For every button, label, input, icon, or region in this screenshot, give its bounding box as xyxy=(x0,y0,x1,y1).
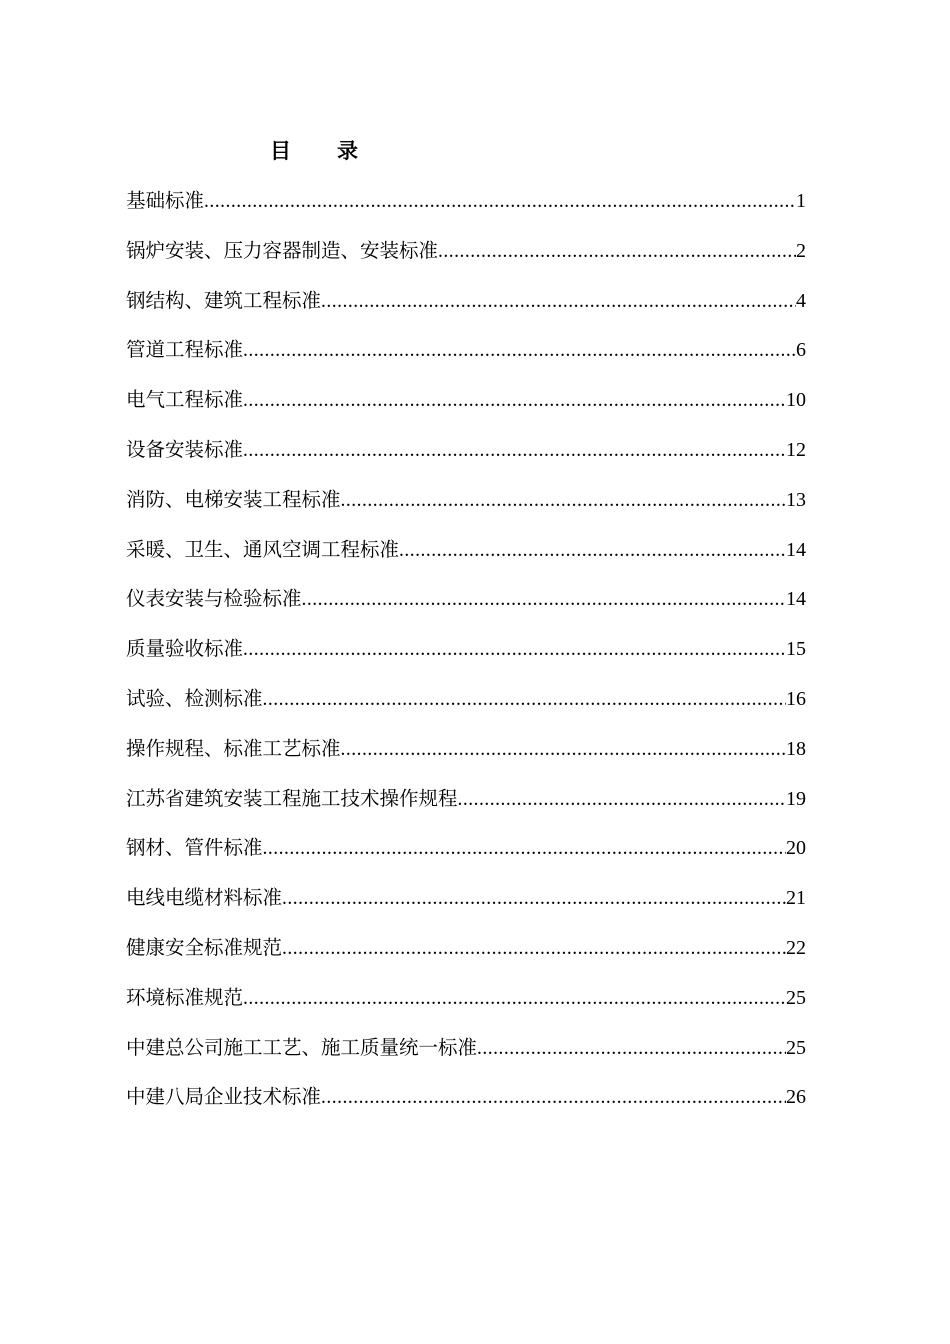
toc-entry-page: 19 xyxy=(786,787,806,810)
toc-entry-label: 钢材、管件标准 xyxy=(126,836,263,860)
toc-entry-label: 管道工程标准 xyxy=(126,338,244,362)
toc-entry-page: 4 xyxy=(796,289,806,312)
toc-entry-label: 江苏省建筑安装工程施工技术操作规程 xyxy=(126,786,458,810)
toc-entry-page: 20 xyxy=(786,837,806,860)
toc-entry[interactable] xyxy=(126,385,806,435)
toc-entry[interactable] xyxy=(126,684,806,734)
toc-entry-page: 12 xyxy=(786,438,806,461)
toc-entry-label: 设备安装标准 xyxy=(126,437,244,461)
toc-leader-dots xyxy=(341,735,786,765)
toc-entry[interactable] xyxy=(126,983,806,1033)
toc-leader-dots xyxy=(243,635,786,665)
toc-entry[interactable] xyxy=(126,1033,806,1083)
toc-entry[interactable] xyxy=(126,186,806,236)
toc-entry-page: 15 xyxy=(786,638,806,661)
toc-entry-page: 16 xyxy=(786,687,806,710)
toc-entry-page: 6 xyxy=(796,339,806,362)
toc-leader-dots xyxy=(263,685,786,715)
toc-entry-label: 环境标准规范 xyxy=(126,985,244,1009)
toc-leader-dots xyxy=(321,1083,786,1113)
toc-leader-dots xyxy=(243,436,786,466)
toc-leader-dots xyxy=(341,486,786,516)
toc-leader-dots xyxy=(263,834,786,864)
toc-entry-page: 1 xyxy=(796,190,806,212)
toc-entry-label: 采暖、卫生、通风空调工程标准 xyxy=(126,537,400,561)
toc-entry-label: 健康安全标准规范 xyxy=(126,935,283,959)
toc-entry-page: 13 xyxy=(786,488,806,511)
toc-entry[interactable] xyxy=(126,634,806,684)
toc-entry[interactable] xyxy=(126,236,806,286)
toc-entry[interactable] xyxy=(126,535,806,585)
toc-leader-dots xyxy=(282,884,786,914)
toc-entry-label: 基础标准 xyxy=(126,189,205,212)
toc-entry[interactable] xyxy=(126,435,806,485)
toc-entry-label: 质量验收标准 xyxy=(126,637,244,661)
toc-entry-page: 22 xyxy=(786,936,806,959)
toc-title-right: 录 xyxy=(337,138,358,163)
toc-entry-page: 26 xyxy=(786,1086,806,1109)
toc-entry[interactable] xyxy=(126,933,806,983)
toc-entry-label: 中建总公司施工工艺、施工质量统一标准 xyxy=(126,1035,478,1059)
toc-entry[interactable] xyxy=(126,734,806,784)
toc-leader-dots xyxy=(458,785,786,815)
toc-entry-page: 14 xyxy=(786,588,806,611)
toc-leader-dots xyxy=(321,287,796,317)
toc-leader-dots xyxy=(477,1034,786,1064)
toc-leader-dots xyxy=(204,187,796,217)
toc-entry-label: 电气工程标准 xyxy=(126,388,244,412)
toc-title xyxy=(270,136,358,166)
toc-entry-label: 仪表安装与检验标准 xyxy=(126,587,302,611)
toc-entry[interactable] xyxy=(126,784,806,834)
toc-entry[interactable] xyxy=(126,1082,806,1132)
toc-entry-page: 2 xyxy=(796,239,806,262)
toc-leader-dots xyxy=(438,237,796,267)
toc-entry-label: 锅炉安装、压力容器制造、安装标准 xyxy=(126,238,439,262)
toc-entry-label: 中建八局企业技术标准 xyxy=(126,1085,322,1109)
toc-title-left: 目 xyxy=(270,138,291,163)
toc-entry-page: 14 xyxy=(786,538,806,561)
toc-leader-dots xyxy=(282,934,786,964)
toc-entry-page: 25 xyxy=(786,986,806,1009)
toc-entry-page: 18 xyxy=(786,737,806,760)
toc-leader-dots xyxy=(399,536,786,566)
toc-leader-dots xyxy=(243,984,786,1014)
toc-entry[interactable] xyxy=(126,883,806,933)
toc-leader-dots xyxy=(243,386,786,416)
toc-entry-page: 25 xyxy=(786,1036,806,1059)
toc-entry-label: 钢结构、建筑工程标准 xyxy=(126,288,322,312)
toc-entry-label: 电线电缆材料标准 xyxy=(126,886,283,910)
toc-entry-page: 10 xyxy=(786,389,806,412)
toc-entry[interactable] xyxy=(126,833,806,883)
toc-entry[interactable] xyxy=(126,335,806,385)
toc-entry[interactable] xyxy=(126,485,806,535)
toc-entry-label: 消防、电梯安装工程标准 xyxy=(126,487,341,511)
toc-leader-dots xyxy=(302,585,786,615)
toc-leader-dots xyxy=(243,336,796,366)
toc-entry-label: 试验、检测标准 xyxy=(126,686,263,710)
toc-entry[interactable] xyxy=(126,584,806,634)
toc-entry-label: 操作规程、标准工艺标准 xyxy=(126,736,341,760)
toc-entry[interactable] xyxy=(126,286,806,336)
toc-entry-page: 21 xyxy=(786,887,806,910)
toc-list xyxy=(126,186,806,1132)
